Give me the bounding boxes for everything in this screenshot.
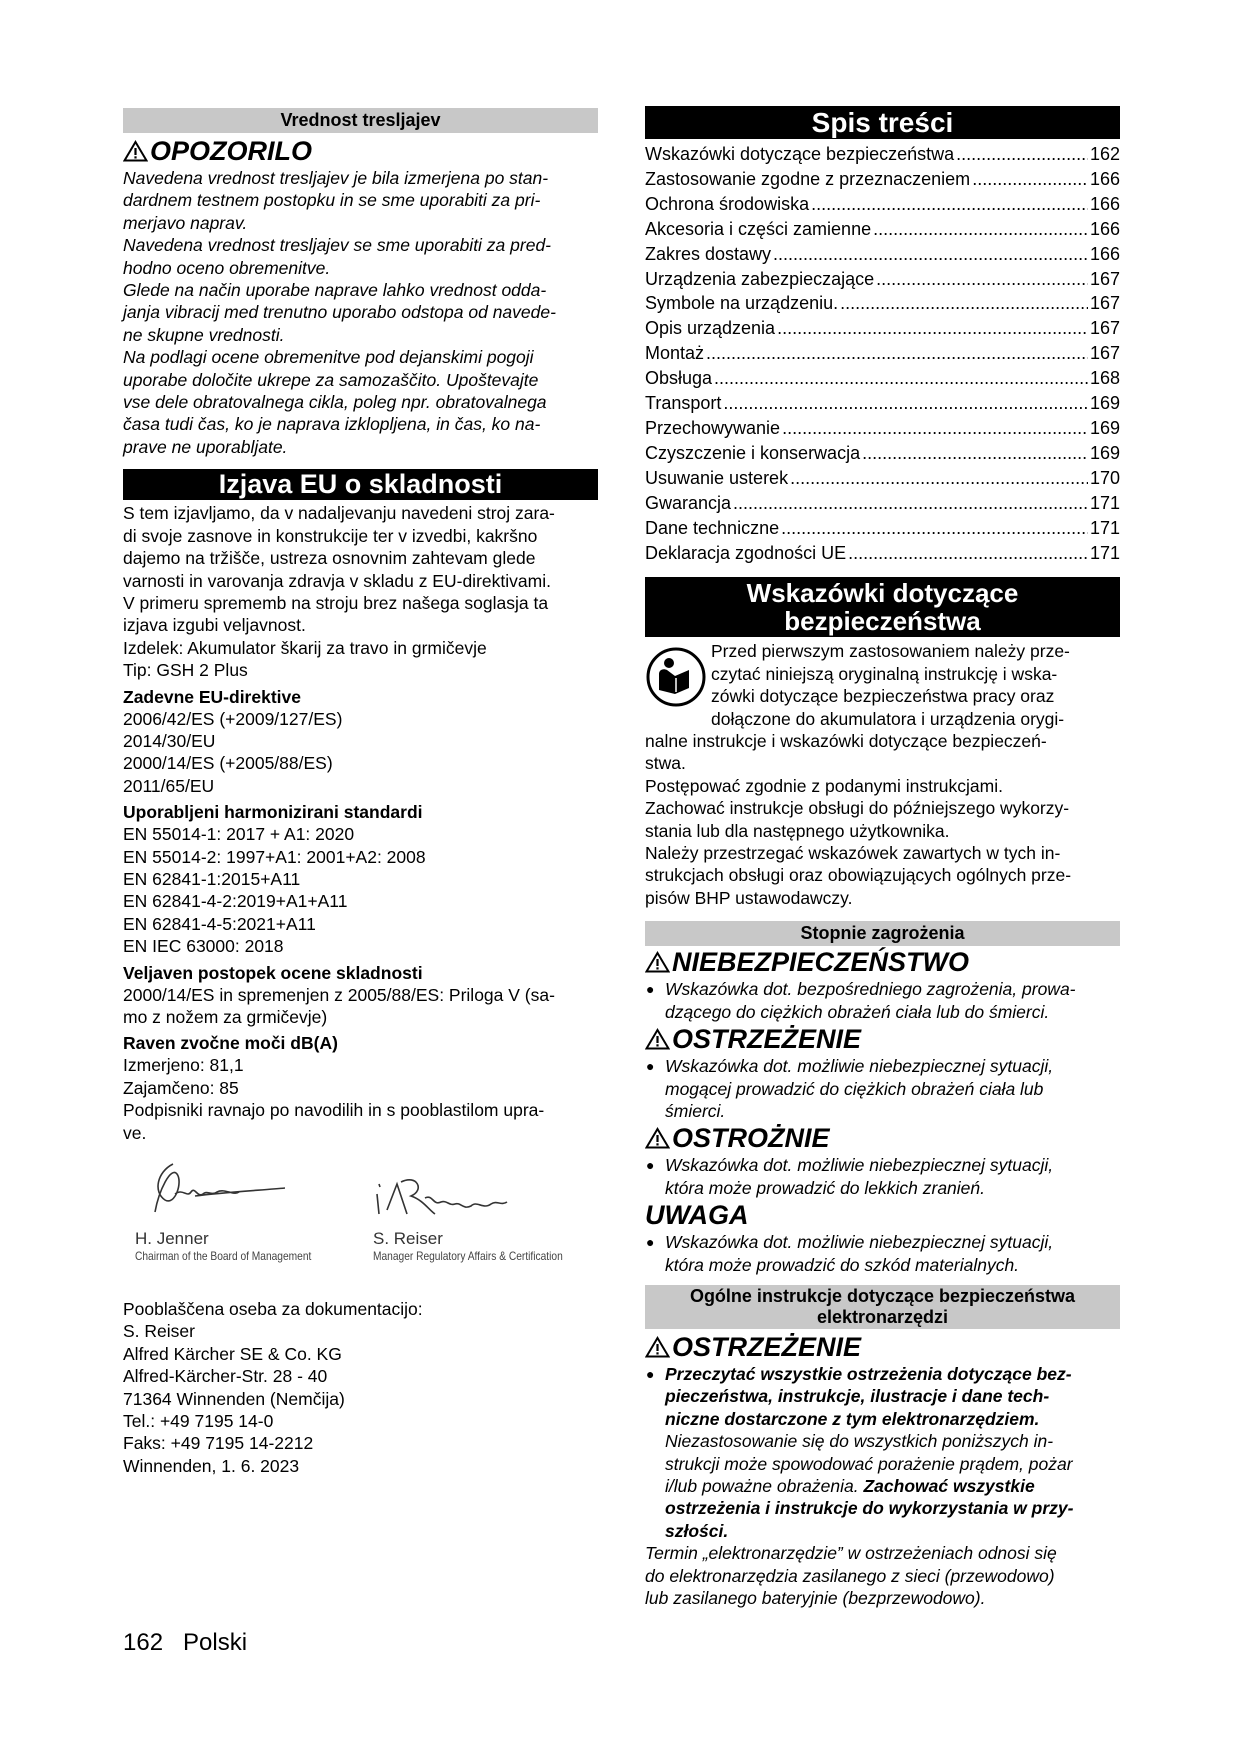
toc-entry[interactable]: Deklaracja zgodności UE ..... 171 [645,541,1120,566]
text-line: Winnenden, 1. 6. 2023 [123,1455,300,1476]
signer-name: H. Jenner [135,1229,209,1249]
read-manual-icon [645,646,707,708]
noise-heading: Raven zvočne moči dB(A) [123,1033,338,1054]
standards-heading: Uporabljeni harmonizirani standardi [123,802,423,823]
text-line: S tem izjavljamo, da v nadaljevanju navedeni stroj zara- [123,503,555,524]
eu-declaration-heading: Izjava EU o skladnosti [123,469,598,500]
warning-triangle-icon [645,1028,670,1050]
text-line: mo z nožem za grmičevje) [123,1007,328,1027]
toc-entry[interactable]: Wskazówki dotyczące bezpieczeństwa ..... 162 [645,142,1120,167]
text-line: Należy przestrzegać wskazówek zawartych w tych in- [645,843,1061,864]
standard-item: EN 55014-2: 1997+A1: 2001+A2: 2008 [123,846,426,867]
toc-entry[interactable]: Dane techniczne ..... 171 [645,516,1120,541]
text-line: Zachować instrukcje obsługi do późniejszego wykorzy- [645,798,1070,819]
directive-item: 2000/14/ES (+2005/88/ES) [123,753,333,774]
text-line: Alfred Kärcher SE & Co. KG [123,1343,342,1364]
text-line: Glede na način uporabe naprave lahko vrednost odda- [123,280,547,301]
toc-entry[interactable]: Symbole na urządzeniu. ..... 167 [645,291,1120,316]
text-line: di svoje zasnove in konstrukcije ter v izvedbi, kakršno [123,525,538,546]
text-line: ne skupne vrednosti. [123,324,285,345]
text-line: janja vibracij med trenutno uporabo odstopa od navede- [123,302,556,323]
eu-declaration-text [123,502,598,681]
page-number: 162 [123,1629,164,1656]
hazard-caution-label: OSTROŻNIE [645,1122,1120,1154]
directives-heading: Zadevne EU-direktive [123,686,301,707]
hazard-notice-text: ● Wskazówka dot. możliwie niebezpiecznej sytuacji, która może prowadzić do szkód materialnych. [646,1232,1054,1275]
hazard-notice-label: UWAGA [645,1200,749,1231]
text-line: Na podlagi ocene obremenitve pod dejanskimi pogoji [123,347,534,368]
directive-item: 2014/30/EU [123,730,216,751]
signatures [123,1152,598,1292]
left-column [123,108,598,1477]
text-line: 71364 Winnenden (Nemčija) [123,1388,345,1409]
safety-intro [645,640,1120,730]
hazard-levels-heading: Stopnie zagrożenia [645,921,1120,946]
procedure-heading: Veljaven postopek ocene skladnosti [123,962,423,983]
handwritten-signature-reiser [373,1170,523,1224]
signer-name: S. Reiser [373,1229,443,1249]
standard-item: EN 62841-4-2:2019+A1+A11 [123,891,348,912]
toc-entry[interactable]: Przechowywanie ..... 169 [645,416,1120,441]
table-of-contents [645,142,1120,565]
text-line: Zajamčeno: 85 [123,1077,239,1098]
standards-list [123,823,598,957]
text-line: Navedena vrednost tresljajev se sme uporabiti za pred- [123,235,551,256]
warning-triangle-icon [645,951,670,973]
general-instructions-heading: Ogólne instrukcje dotyczące bezpieczeństwa elektronarzędzi [645,1285,1120,1329]
procedure-text [123,984,598,1029]
text-line: Faks: +49 7195 14-2212 [123,1433,314,1454]
text-line: Izmerjeno: 81,1 [123,1055,244,1076]
text-line: V primeru sprememb na stroju brez našega soglasja ta [123,592,549,613]
text-line: Tel.: +49 7195 14-0 [123,1411,274,1432]
text-line: zówki dotyczące bezpieczeństwa pracy oraz [711,686,1055,707]
toc-entry[interactable]: Ochrona środowiska ..... 166 [645,192,1120,217]
text-line: S. Reiser [123,1321,195,1342]
signature-reiser [373,1170,596,1263]
toc-entry[interactable]: Transport ..... 169 [645,391,1120,416]
standard-item: EN IEC 63000: 2018 [123,936,284,957]
toc-entry[interactable]: Opis urządzenia ..... 167 [645,316,1120,341]
warning-opozorilo: OPOZORILO [123,135,598,167]
standard-item: EN 62841-4-5:2021+A11 [123,913,316,934]
toc-entry[interactable]: Obsługa ..... 168 [645,366,1120,391]
text-line: stania lub dla następnego użytkownika. [645,820,950,841]
vibration-text [123,167,598,458]
text-line: nalne instrukcje i wskazówki dotyczące bezpieczeń- [645,731,1047,752]
text-line: izjava izgubi veljavnost. [123,615,306,636]
standard-item: EN 62841-1:2015+A11 [123,868,301,889]
standard-item: EN 55014-1: 2017 + A1: 2020 [123,824,355,845]
toc-entry[interactable]: Akcesoria i części zamienne ..... 166 [645,217,1120,242]
directive-item: 2006/42/ES (+2009/127/ES) [123,708,343,729]
text-line: Tip: GSH 2 Plus [123,660,248,681]
language-label: Polski [183,1629,248,1656]
hazard-danger-text: ● Wskazówka dot. bezpośredniego zagrożenia, prowa- dzącego do ciężkich obrażeń ciała lub do śmierci. [646,979,1076,1022]
noise-text [123,1054,598,1144]
signer-role: Manager Regulatory Affairs & Certification [373,1249,563,1264]
warning-triangle-icon [645,1336,670,1358]
right-column [645,108,1120,1609]
text-line: časa tudi čas, ko je naprava izklopljena, in čas, ko na- [123,414,541,435]
term-definition: Termin „elektronarzędzie” w ostrzeżeniach odnosi się do elektronarzędzia zasilanego z sieci (przewodowo) lub zasilanego bateryjnie (bezprzewodowo). [645,1543,1057,1608]
contact-block [123,1298,598,1477]
text-line: Navedena vrednost tresljajev je bila izmerjena po stan- [123,168,549,188]
text-line: pisów BHP ustawodawczy. [645,887,853,908]
toc-entry[interactable]: Montaż ..... 167 [645,341,1120,366]
text-line: stwa. [645,753,686,774]
hazard-warning-text: ● Wskazówka dot. możliwie niebezpiecznej sytuacji, mogącej prowadzić do ciężkich obrażeń ciała lub śmierci. [646,1056,1054,1121]
text-line: dołączone do akumulatora i urządzenia orygi- [711,708,1065,729]
text-line: Przed pierwszym zastosowaniem należy prze- [711,641,1070,662]
warning-triangle-icon [123,140,148,162]
toc-heading: Spis treści [645,106,1120,139]
toc-entry[interactable]: Zastosowanie zgodne z przeznaczeniem ..... 166 [645,167,1120,192]
text-line: strukcjach obsługi oraz obowiązujących ogólnych prze- [645,865,1072,886]
text-line: dardnem testnem postopku in se sme uporabiti za pri- [123,190,541,211]
text-line: Postępować zgodnie z podanymi instrukcjami. [645,775,1003,796]
warning-triangle-icon [645,1127,670,1149]
text-line: uporabe določite ukrepe za samozaščito. Upoštevajte [123,369,539,390]
toc-entry[interactable]: Usuwanie usterek ..... 170 [645,466,1120,491]
toc-entry[interactable]: Gwarancja ..... 171 [645,491,1120,516]
handwritten-signature-jenner [135,1152,285,1224]
general-warning-text: ● Przeczytać wszystkie ostrzeżenia dotyczące bez- pieczeństwa, instrukcje, ilustracje i dane tech- niczne dostarczone z tym elektronarzędziem. Niezastosowanie się do wszystkich poniższych in- strukcji może spowodować porażenie prądem, pożar i/lub poważne obrażenia. Zachować wszystkie ostrzeżenia i instrukcje do wykorzystania w przy- szłości. [646,1363,1074,1541]
directives-list [123,708,598,798]
text-line: ve. [123,1122,147,1143]
page-footer [123,1629,267,1657]
toc-entry[interactable]: Czyszczenie i konserwacja ..... 169 [645,441,1120,466]
text-line: Podpisniki ravnajo po navodilih in s pooblastilom upra- [123,1100,545,1121]
text-line: Alfred-Kärcher-Str. 28 - 40 [123,1366,328,1387]
text-line: vse dele obratovalnega cikla, poleg npr. obratovalnega [123,392,547,413]
toc-entry[interactable]: Urządzenia zabezpieczające ..... 167 [645,267,1120,292]
vibration-heading: Vrednost tresljajev [123,108,598,133]
text-line: hodno oceno obremenitve. [123,257,331,278]
text-line: Pooblaščena oseba za dokumentacijo: [123,1299,423,1320]
text-line: merjavo naprav. [123,212,248,233]
safety-intro-continued [645,730,1120,909]
hazard-danger-label: NIEBEZPIECZEŃSTWO [645,946,1120,978]
text-line: dajemo na tržišče, ustreza osnovnim zahtevam glede [123,548,536,569]
toc-entry[interactable]: Zakres dostawy ..... 166 [645,242,1120,267]
safety-heading: Wskazówki dotyczące bezpieczeństwa [645,577,1120,637]
general-warning-label: OSTRZEŻENIE [645,1331,1120,1363]
text-line: varnosti in varovanja zdravja v skladu z EU-direktivami. [123,570,551,591]
signer-role: Chairman of the Board of Management [135,1249,312,1264]
text-line: Izdelek: Akumulator škarij za travo in grmičevje [123,637,487,658]
hazard-caution-text: ● Wskazówka dot. możliwie niebezpiecznej sytuacji, która może prowadzić do lekkich zranień. [646,1155,1054,1198]
directive-item: 2011/65/EU [123,775,215,796]
text-line: prave ne uporabljate. [123,436,288,457]
text-line: 2000/14/ES in spremenjen z 2005/88/ES: Priloga V (sa- [123,984,555,1005]
hazard-warning-label: OSTRZEŻENIE [645,1023,1120,1055]
signature-jenner [135,1152,342,1263]
text-line: czytać niniejszą oryginalną instrukcję i wska- [711,663,1058,684]
